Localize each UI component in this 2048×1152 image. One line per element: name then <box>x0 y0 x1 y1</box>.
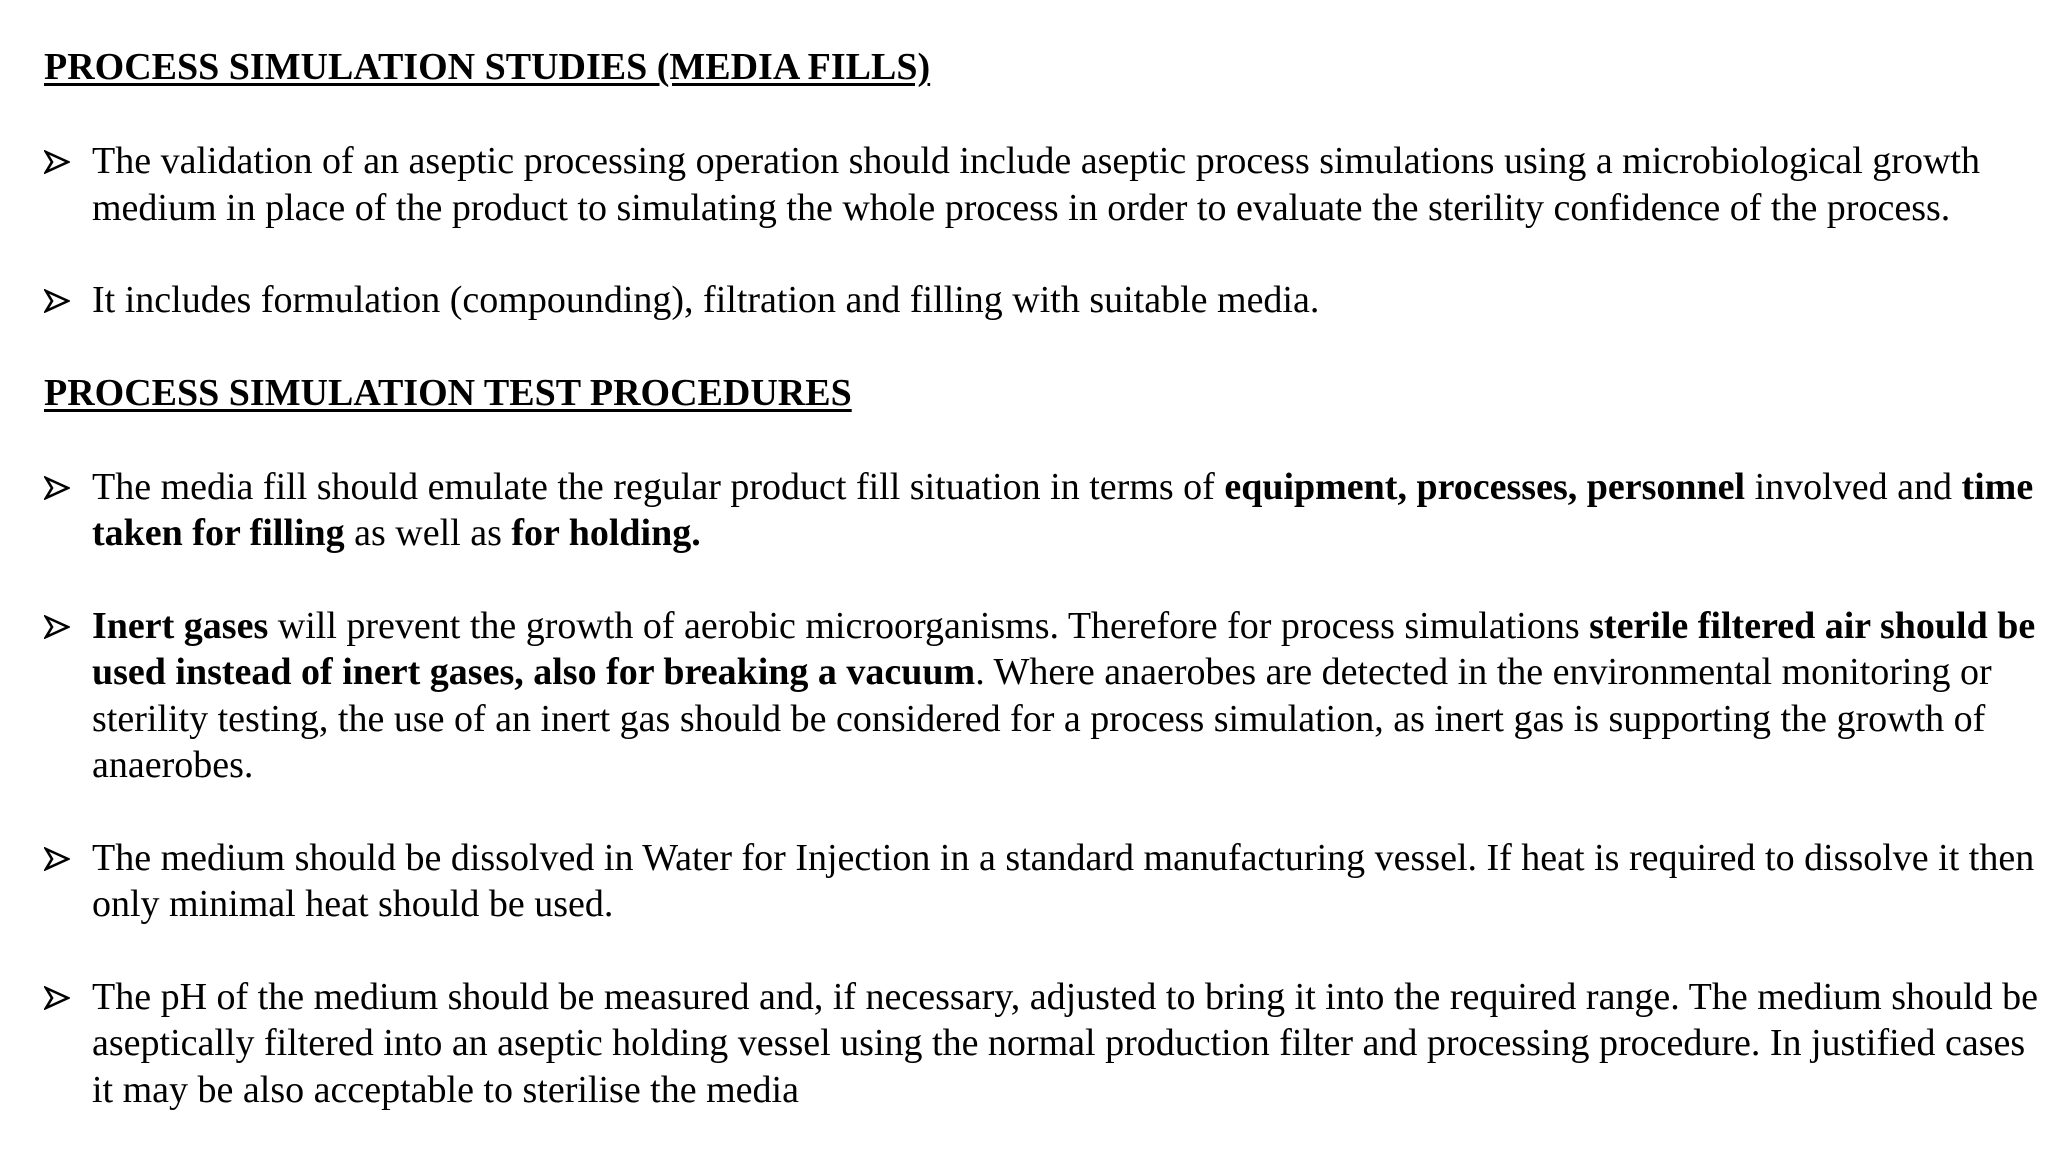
bullet-validation <box>44 138 2048 231</box>
section-heading-test-procedures: PROCESS SIMULATION TEST PROCEDURES <box>44 371 852 414</box>
bullet-text: involved and <box>1745 465 1962 508</box>
bold-text: sterile filtered air should be used instead of inert gases, also for breaking a vacuum <box>92 604 2036 693</box>
arrowhead-bullet-icon <box>44 277 80 323</box>
bullet-formulation <box>44 277 2048 324</box>
bold-text: time taken for filling <box>92 465 2034 554</box>
bullet-ph-medium <box>44 974 2048 1114</box>
arrowhead-bullet-icon <box>44 603 80 649</box>
bullet-text: . Where anaerobes are detected in the environmental monitoring or sterility testing, the use of an inert gas should be considered for a process simulation, as inert gas is supporting the growth of anaerobes. <box>92 651 1992 786</box>
arrowhead-bullet-icon <box>44 464 80 510</box>
bullet-text: The pH of the medium should be measured and, if necessary, adjusted to bring it into the required range. The medium should be aseptically filtered into an aseptic holding vessel using the normal production filter and processing procedure. In justified cases it may be also acceptable to sterilise the media <box>92 975 2038 1111</box>
bullet-medium-dissolved <box>44 835 2048 928</box>
section-heading-media-fills: PROCESS SIMULATION STUDIES (MEDIA FILLS) <box>44 46 931 88</box>
bullet-text: will prevent the growth of aerobic microorganisms. Therefore for process simulations <box>268 604 1590 647</box>
bullet-text: The medium should be dissolved in Water for Injection in a standard manufacturing vessel. If heat is required to dissolve it then only minimal heat should be used. <box>92 836 2035 925</box>
arrowhead-bullet-icon <box>44 974 80 1020</box>
arrowhead-bullet-icon <box>44 835 80 881</box>
bullet-text: as well as <box>344 512 512 554</box>
bold-text: equipment, processes, personnel <box>1224 465 1746 508</box>
arrowhead-bullet-icon <box>44 138 80 184</box>
bullet-text: The media fill should emulate the regular product fill situation in terms of <box>92 465 1225 508</box>
bold-text: for holding. <box>511 512 701 554</box>
bold-text: Inert gases <box>92 604 269 647</box>
bullet-inert-gases <box>44 603 2048 789</box>
bullet-text: It includes formulation (compounding), filtration and filling with suitable media. <box>92 279 1320 321</box>
bullet-text: The validation of an aseptic processing operation should include aseptic process simulations using a microbiological growth medium in place of the product to simulating the whole process in order to evaluate the sterility confidence of the process. <box>92 140 1980 229</box>
bullet-media-fill <box>44 464 2048 557</box>
